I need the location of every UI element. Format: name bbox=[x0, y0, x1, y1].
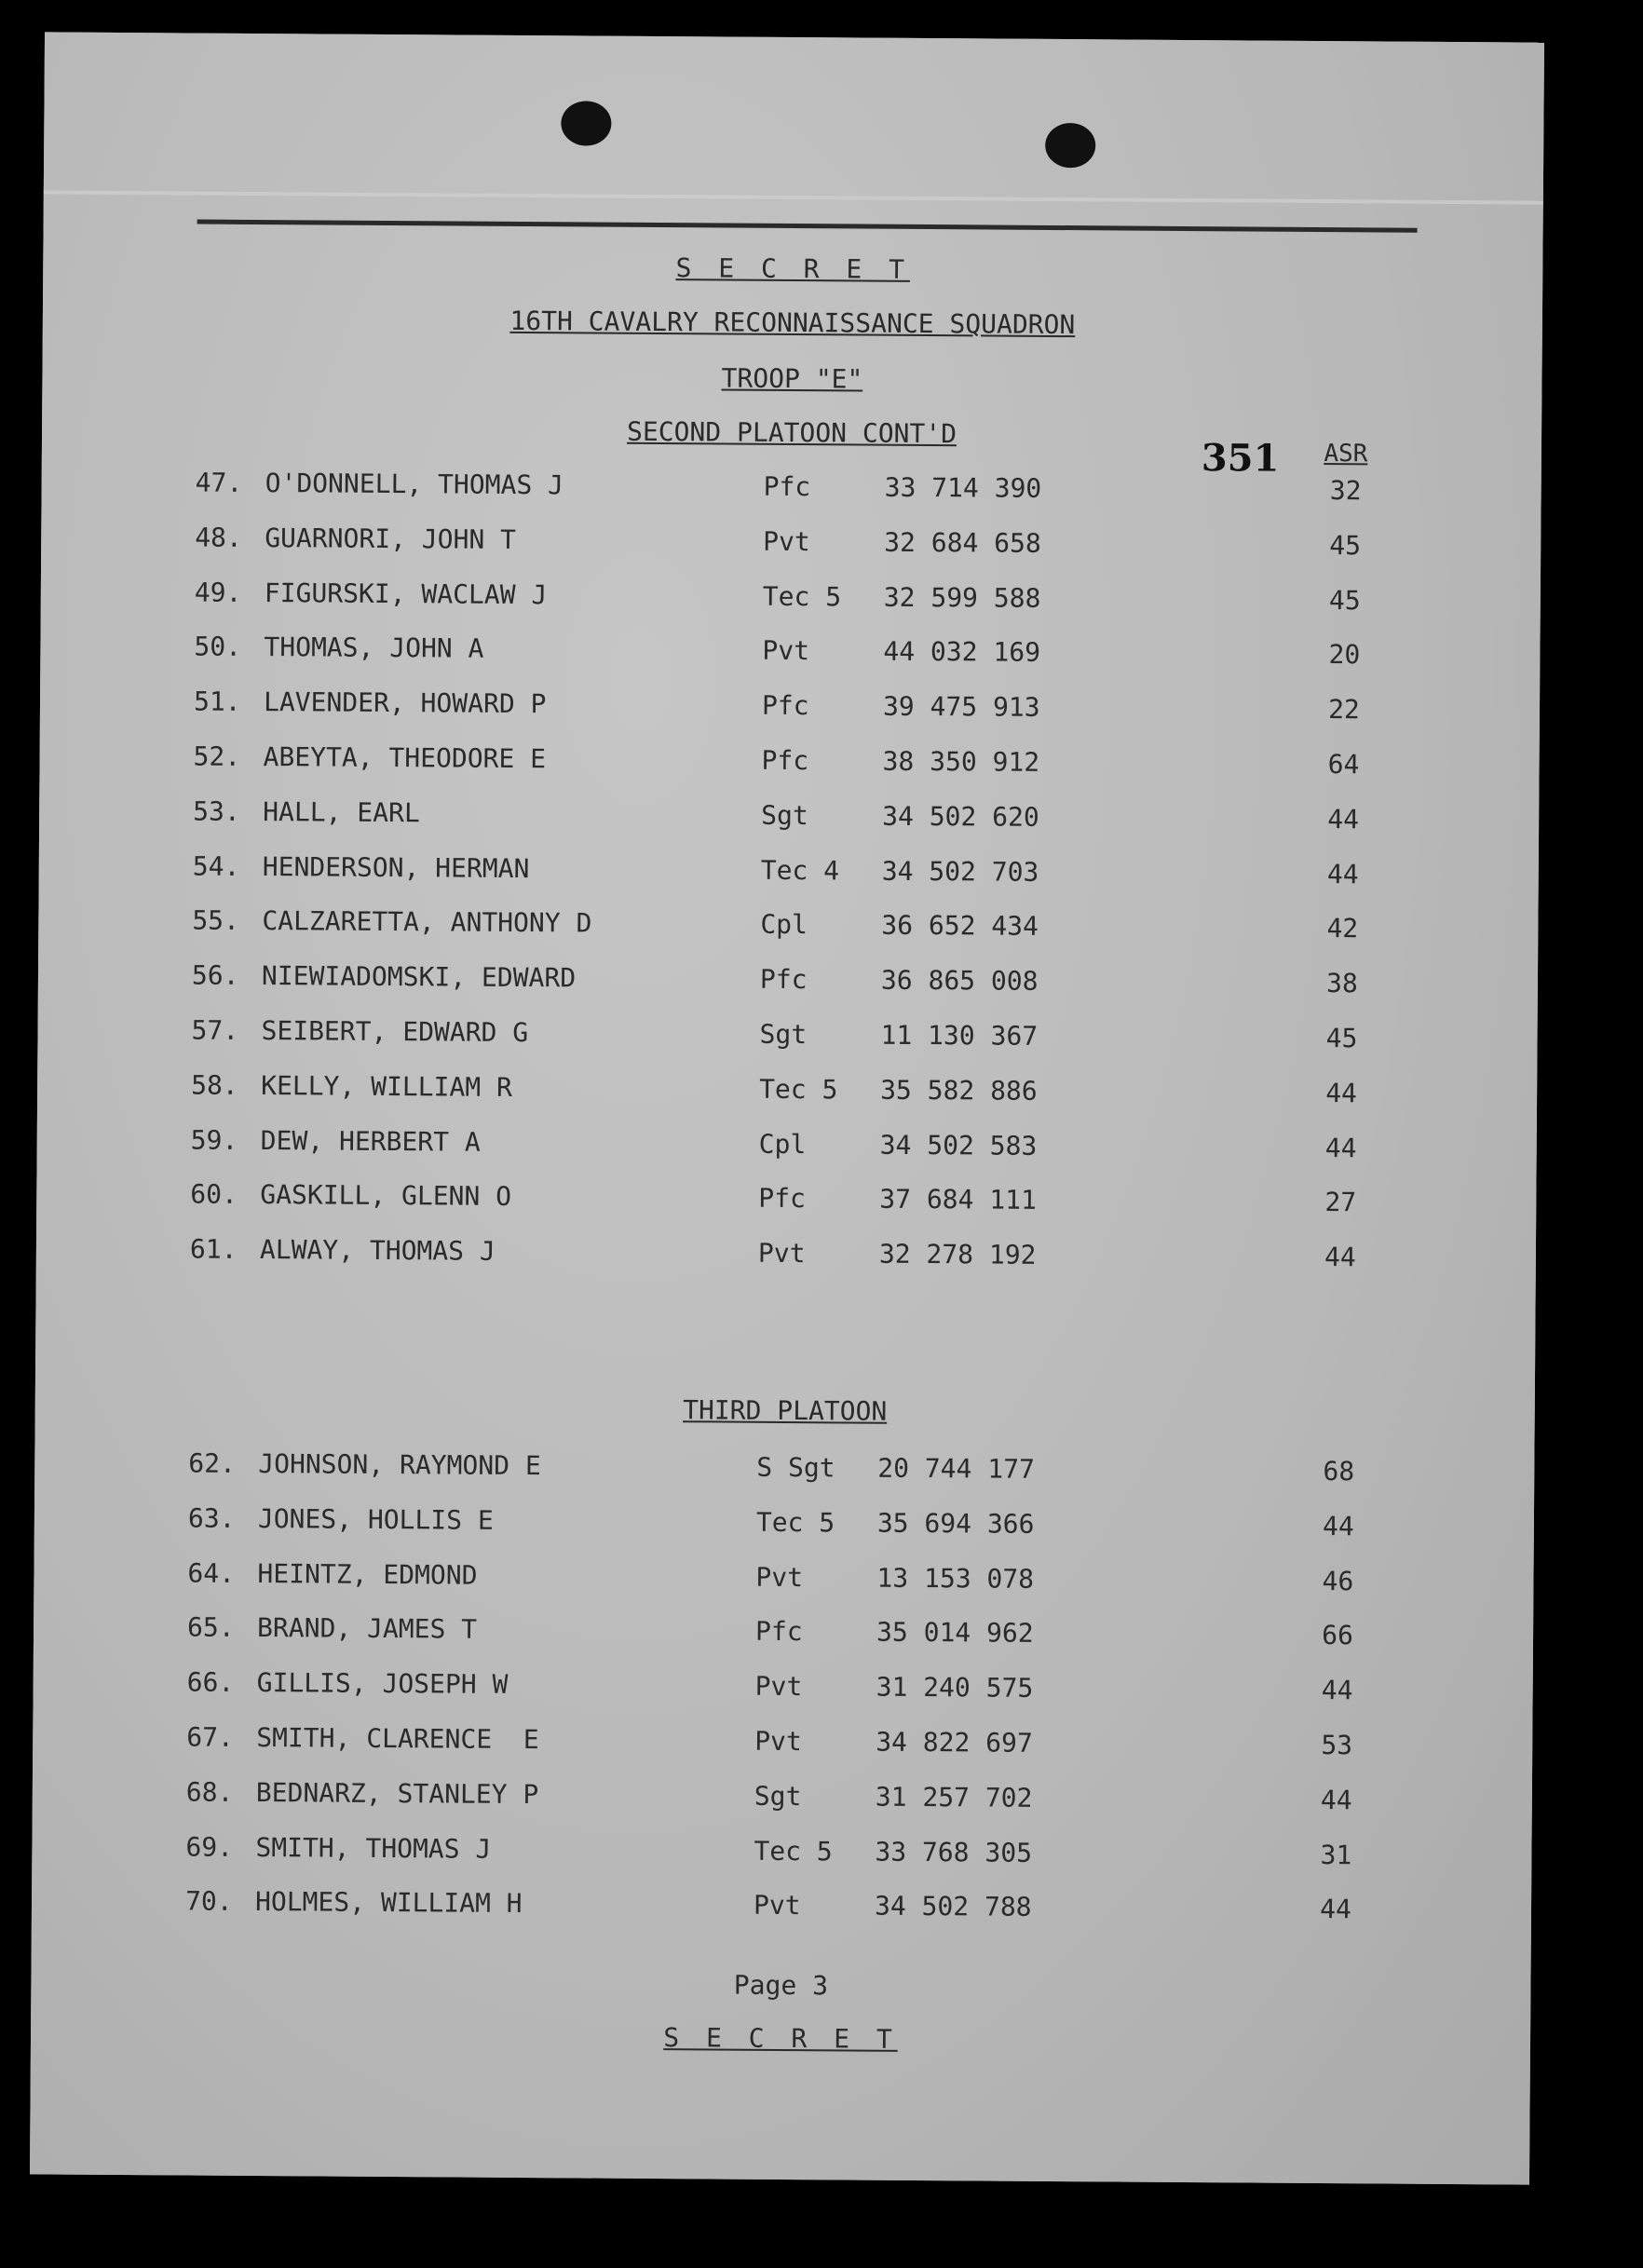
soldier-rank: Sgt bbox=[759, 1018, 808, 1051]
serial-number: 37 684 111 bbox=[879, 1184, 1038, 1216]
serial-number: 33 768 305 bbox=[875, 1836, 1033, 1868]
soldier-name: ABEYTA, THEODORE E bbox=[263, 741, 547, 775]
soldier-name: SEIBERT, EDWARD G bbox=[261, 1015, 529, 1049]
serial-number: 11 130 367 bbox=[880, 1019, 1039, 1052]
roster-row bbox=[34, 1446, 1534, 1494]
asr-column-header: ASR bbox=[1324, 440, 1368, 469]
serial-number: 39 475 913 bbox=[882, 690, 1040, 724]
soldier-rank: Pfc bbox=[754, 1616, 803, 1648]
stamp-number: 351 bbox=[1201, 436, 1280, 481]
roster-row bbox=[33, 1775, 1532, 1823]
soldier-name: BRAND, JAMES T bbox=[256, 1612, 478, 1646]
asr-score: 27 bbox=[1324, 1187, 1357, 1218]
soldier-rank: Pfc bbox=[758, 1183, 807, 1215]
fold-line bbox=[44, 190, 1543, 204]
entry-number: 67. bbox=[186, 1721, 234, 1753]
entry-number: 51. bbox=[193, 686, 241, 718]
entry-number: 65. bbox=[186, 1611, 235, 1644]
classification-top: S E C R E T bbox=[675, 252, 911, 285]
entry-number: 55. bbox=[192, 904, 240, 937]
soldier-rank: Pfc bbox=[763, 470, 811, 503]
soldier-rank: Pvt bbox=[762, 635, 810, 667]
entry-number: 61. bbox=[189, 1233, 238, 1266]
roster-row bbox=[34, 1666, 1533, 1714]
serial-number: 32 278 192 bbox=[878, 1238, 1037, 1271]
asr-score: 32 bbox=[1329, 475, 1362, 507]
asr-score: 20 bbox=[1328, 639, 1361, 671]
serial-number: 32 684 658 bbox=[884, 526, 1041, 559]
roster-row bbox=[42, 466, 1541, 513]
soldier-rank: Pfc bbox=[759, 963, 808, 996]
roster-row bbox=[39, 849, 1539, 897]
soldier-rank: Sgt bbox=[754, 1780, 802, 1812]
roster-row bbox=[36, 1233, 1536, 1281]
entry-number: 69. bbox=[185, 1831, 234, 1863]
roster-row bbox=[39, 740, 1539, 787]
soldier-name: BEDNARZ, STANLEY P bbox=[255, 1776, 539, 1810]
entry-number: 56. bbox=[191, 959, 239, 992]
soldier-name: DEW, HERBERT A bbox=[260, 1124, 481, 1158]
serial-number: 34 502 620 bbox=[882, 800, 1039, 833]
soldier-rank: Tec 5 bbox=[762, 580, 842, 612]
roster-row bbox=[34, 1501, 1534, 1549]
asr-score: 45 bbox=[1325, 1023, 1358, 1054]
header-rule bbox=[197, 220, 1418, 233]
entry-number: 64. bbox=[187, 1557, 236, 1589]
serial-number: 31 257 702 bbox=[875, 1781, 1033, 1813]
soldier-name: HALL, EARL bbox=[263, 795, 420, 829]
soldier-rank: Tec 5 bbox=[755, 1506, 835, 1539]
roster-row bbox=[34, 1556, 1533, 1604]
entry-number: 59. bbox=[190, 1124, 238, 1156]
serial-number: 36 865 008 bbox=[880, 964, 1039, 998]
asr-score: 22 bbox=[1328, 694, 1360, 726]
soldier-rank: Cpl bbox=[758, 1128, 807, 1160]
soldier-name: THOMAS, JOHN A bbox=[264, 632, 484, 665]
serial-number: 34 822 697 bbox=[876, 1726, 1033, 1759]
roster-row bbox=[32, 1885, 1531, 1933]
entry-number: 48. bbox=[195, 522, 242, 553]
soldier-rank: Pvt bbox=[757, 1237, 806, 1270]
asr-score: 45 bbox=[1329, 529, 1362, 562]
soldier-name: SMITH, THOMAS J bbox=[255, 1831, 492, 1865]
roster-row bbox=[37, 1068, 1537, 1116]
entry-number: 54. bbox=[192, 850, 240, 882]
asr-score: 68 bbox=[1323, 1456, 1355, 1487]
asr-score: 44 bbox=[1324, 1242, 1356, 1273]
roster-row bbox=[37, 1013, 1537, 1061]
soldier-name: JONES, HOLLIS E bbox=[257, 1502, 494, 1536]
serial-number: 38 350 912 bbox=[882, 745, 1040, 778]
soldier-name: HENDERSON, HERMAN bbox=[262, 850, 530, 884]
soldier-rank: Tec 5 bbox=[754, 1835, 833, 1867]
serial-number: 35 014 962 bbox=[876, 1617, 1034, 1650]
soldier-name: FIGURSKI, WACLAW J bbox=[264, 577, 548, 610]
soldier-name: HEINTZ, EDMOND bbox=[257, 1557, 478, 1591]
soldier-rank: Tec 5 bbox=[759, 1073, 838, 1106]
serial-number: 44 032 169 bbox=[883, 636, 1041, 669]
troop-title: TROOP "E" bbox=[721, 362, 863, 395]
roster-row bbox=[39, 794, 1539, 842]
serial-number: 33 714 390 bbox=[884, 471, 1042, 504]
entry-number: 63. bbox=[187, 1502, 236, 1534]
serial-number: 34 502 788 bbox=[874, 1891, 1032, 1923]
asr-score: 66 bbox=[1322, 1620, 1354, 1651]
soldier-rank: Pfc bbox=[761, 689, 809, 722]
soldier-rank: S Sgt bbox=[756, 1451, 835, 1484]
soldier-name: CALZARETTA, ANTHONY D bbox=[262, 905, 592, 939]
soldier-rank: Pfc bbox=[761, 744, 809, 777]
serial-number: 20 744 177 bbox=[877, 1452, 1035, 1485]
asr-score: 46 bbox=[1322, 1565, 1354, 1596]
asr-score: 44 bbox=[1324, 1132, 1357, 1163]
punch-hole-right bbox=[1045, 123, 1095, 168]
asr-score: 44 bbox=[1320, 1784, 1352, 1816]
entry-number: 49. bbox=[194, 577, 242, 608]
roster-row bbox=[40, 686, 1540, 733]
roster-row bbox=[37, 1123, 1537, 1171]
page-number: Page 3 bbox=[733, 1969, 829, 2002]
soldier-name: ALWAY, THOMAS J bbox=[259, 1234, 496, 1268]
asr-score: 44 bbox=[1321, 1675, 1353, 1706]
section-title-second-platoon: SECOND PLATOON CONT'D bbox=[626, 415, 957, 450]
roster-row bbox=[33, 1720, 1532, 1768]
soldier-name: GASKILL, GLENN O bbox=[260, 1179, 512, 1213]
soldier-name: KELLY, WILLIAM R bbox=[261, 1069, 512, 1103]
soldier-name: JOHNSON, RAYMOND E bbox=[258, 1448, 541, 1482]
soldier-name: SMITH, CLARENCE E bbox=[256, 1722, 539, 1756]
asr-score: 31 bbox=[1320, 1839, 1352, 1870]
soldier-rank: Pvt bbox=[753, 1890, 801, 1922]
asr-score: 44 bbox=[1326, 858, 1359, 890]
serial-number: 32 599 588 bbox=[883, 581, 1041, 614]
serial-number: 34 502 583 bbox=[879, 1129, 1038, 1161]
soldier-name: HOLMES, WILLIAM H bbox=[254, 1886, 523, 1920]
soldier-name: NIEWIADOMSKI, EDWARD bbox=[261, 960, 577, 994]
roster-row bbox=[41, 521, 1541, 568]
soldier-rank: Tec 4 bbox=[760, 854, 840, 886]
roster-row bbox=[32, 1830, 1531, 1878]
serial-number: 35 582 886 bbox=[880, 1074, 1038, 1107]
soldier-rank: Pvt bbox=[763, 525, 810, 557]
serial-number: 13 153 078 bbox=[876, 1562, 1035, 1595]
entry-number: 53. bbox=[193, 795, 240, 827]
serial-number: 36 652 434 bbox=[881, 910, 1039, 943]
roster-row bbox=[38, 904, 1538, 952]
roster-row bbox=[34, 1611, 1533, 1659]
soldier-rank: Pvt bbox=[754, 1670, 803, 1703]
serial-number: 31 240 575 bbox=[876, 1671, 1034, 1704]
entry-number: 66. bbox=[186, 1666, 235, 1699]
section-title-third-platoon: THIRD PLATOON bbox=[683, 1394, 888, 1427]
classification-bottom: S E C R E T bbox=[663, 2022, 898, 2055]
entry-number: 70. bbox=[184, 1885, 233, 1918]
serial-number: 35 694 366 bbox=[876, 1507, 1035, 1540]
soldier-name: LAVENDER, HOWARD P bbox=[263, 686, 547, 720]
asr-score: 42 bbox=[1326, 913, 1359, 944]
asr-score: 53 bbox=[1321, 1730, 1353, 1761]
soldier-rank: Pvt bbox=[754, 1725, 802, 1758]
soldier-name: O'DONNELL, THOMAS J bbox=[265, 468, 564, 501]
unit-title: 16TH CAVALRY RECONNAISSANCE SQUADRON bbox=[509, 305, 1076, 341]
asr-score: 44 bbox=[1322, 1510, 1354, 1542]
entry-number: 62. bbox=[188, 1447, 237, 1479]
asr-score: 38 bbox=[1325, 968, 1358, 999]
asr-score: 44 bbox=[1325, 1077, 1358, 1109]
soldier-name: GILLIS, JOSEPH W bbox=[256, 1667, 509, 1701]
document-page bbox=[30, 32, 1544, 2184]
soldier-rank: Sgt bbox=[761, 799, 808, 831]
roster-row bbox=[38, 959, 1538, 1007]
entry-number: 57. bbox=[191, 1014, 239, 1046]
entry-number: 50. bbox=[194, 631, 242, 663]
entry-number: 58. bbox=[191, 1069, 238, 1101]
punch-hole-left bbox=[561, 101, 611, 145]
entry-number: 52. bbox=[193, 740, 241, 772]
entry-number: 68. bbox=[185, 1776, 234, 1808]
entry-number: 47. bbox=[195, 467, 243, 498]
soldier-rank: Pvt bbox=[755, 1561, 804, 1593]
asr-score: 44 bbox=[1320, 1894, 1351, 1925]
asr-score: 64 bbox=[1327, 749, 1360, 781]
serial-number: 34 502 703 bbox=[881, 855, 1039, 888]
soldier-rank: Cpl bbox=[760, 909, 808, 941]
roster-row bbox=[40, 631, 1540, 678]
asr-score: 44 bbox=[1327, 803, 1360, 835]
asr-score: 45 bbox=[1328, 584, 1361, 616]
roster-row bbox=[36, 1178, 1536, 1226]
soldier-name: GUARNORI, JOHN T bbox=[265, 522, 517, 555]
entry-number: 60. bbox=[190, 1178, 238, 1211]
roster-row bbox=[41, 576, 1541, 623]
